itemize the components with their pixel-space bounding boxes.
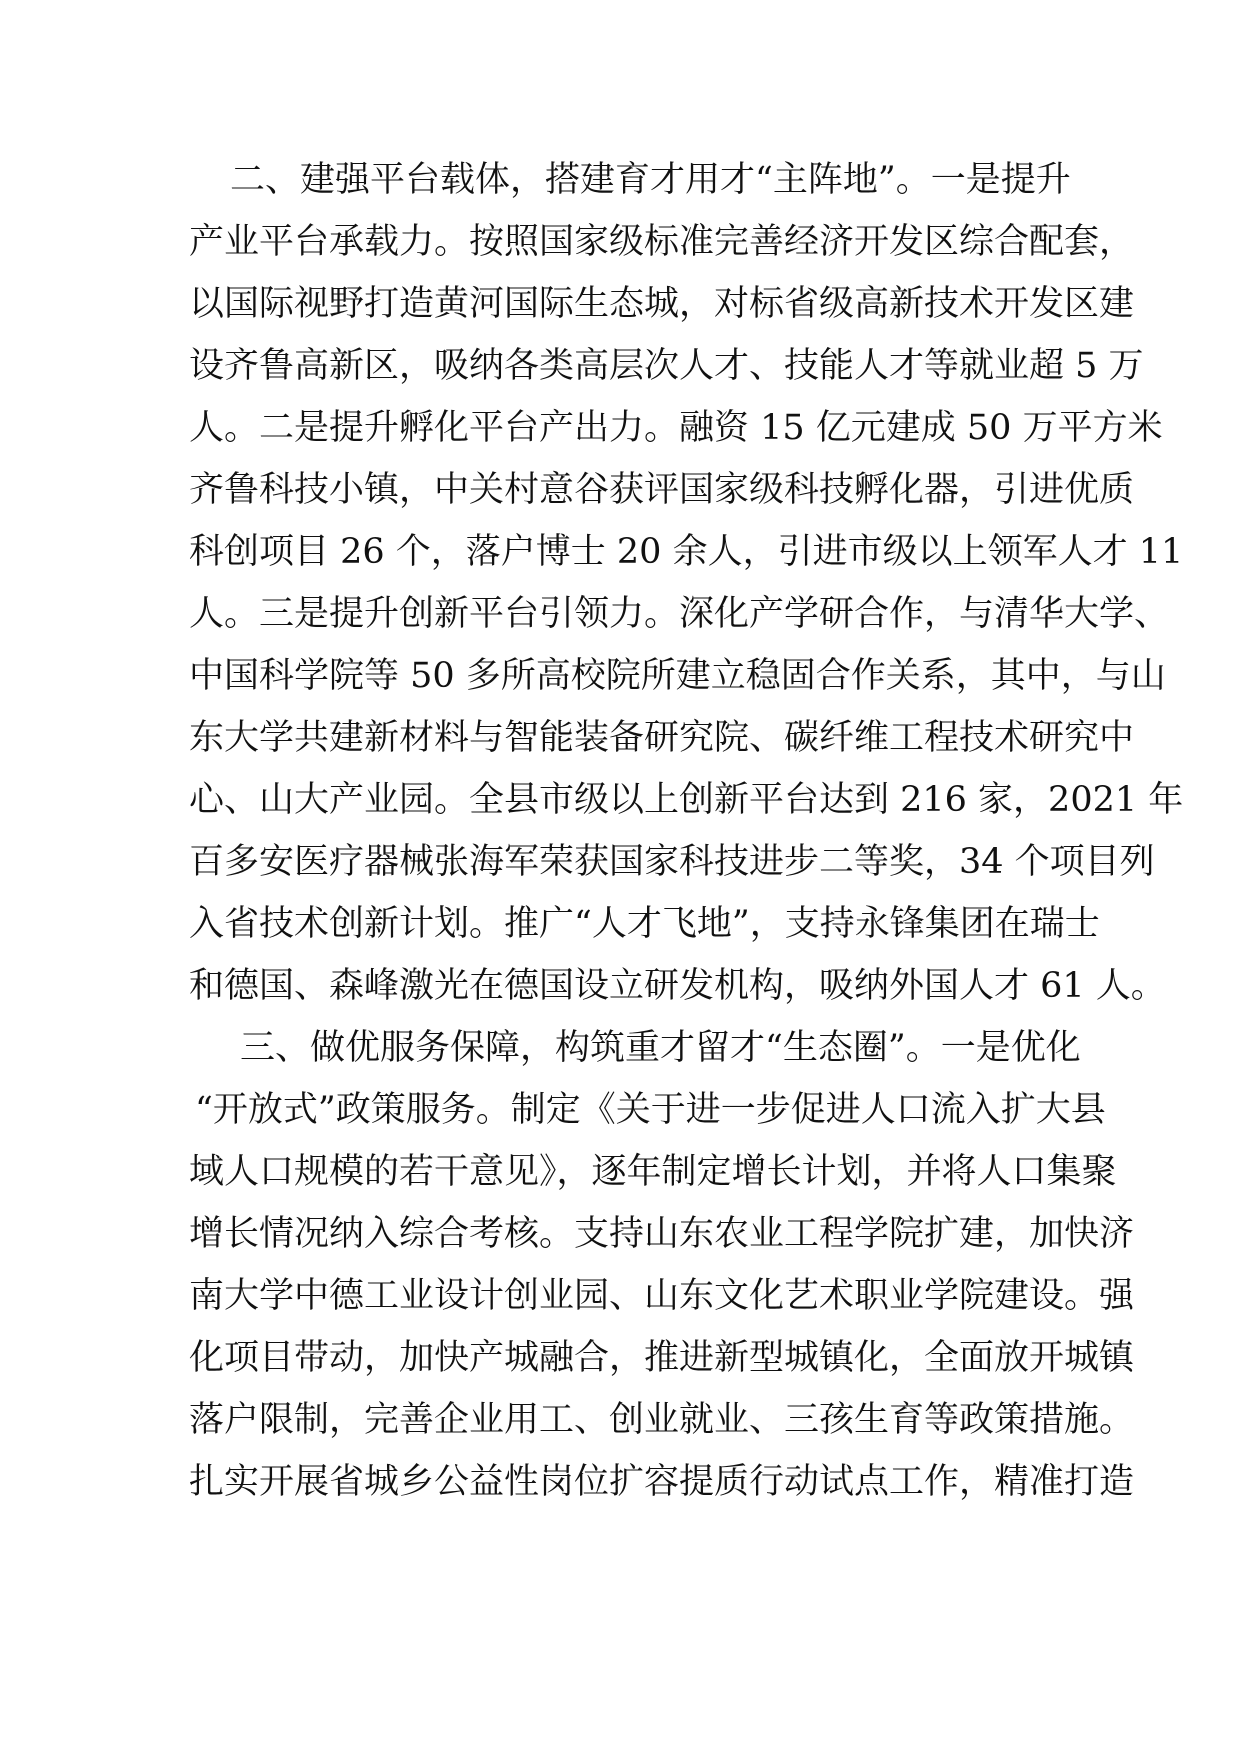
text-line: 百多安医疗器械张海军荣获国家科技进步二等奖，34 个项目列 [189, 842, 1155, 882]
text-line: 齐鲁科技小镇，中关村意谷获评国家级科技孵化器，引进优质 [189, 470, 1135, 510]
text-line: 和德国、森峰激光在德国设立研发机构，吸纳外国人才 61 人。 [189, 966, 1166, 1006]
text-line: 三、做优服务保障，构筑重才留才“生态圈”。一是优化 [240, 1028, 1081, 1068]
text-line: 以国际视野打造黄河国际生态城，对标省级高新技术开发区建 [189, 284, 1135, 324]
text-line: 域人口规模的若干意见》，逐年制定增长计划，并将人口集聚 [189, 1152, 1117, 1192]
text-line: 科创项目 26 个，落户博士 20 余人，引进市级以上领军人才 11 [189, 532, 1184, 572]
text-line: 入省技术创新计划。推广“人才飞地”，支持永锋集团在瑞士 [189, 904, 1100, 944]
text-line: 东大学共建新材料与智能装备研究院、碳纤维工程技术研究中 [189, 718, 1135, 758]
text-line: 心、山大产业园。全县市级以上创新平台达到 216 家，2021 年 [189, 780, 1184, 820]
text-line: “开放式”政策服务。制定《关于进一步促进人口流入扩大县 [195, 1090, 1106, 1130]
text-line: 产业平台承载力。按照国家级标准完善经济开发区综合配套， [189, 222, 1135, 262]
text-line: 扎实开展省城乡公益性岗位扩容提质行动试点工作，精准打造 [189, 1462, 1135, 1502]
text-line: 设齐鲁高新区，吸纳各类高层次人才、技能人才等就业超 5 万 [189, 346, 1144, 386]
text-line: 化项目带动，加快产城融合，推进新型城镇化，全面放开城镇 [189, 1338, 1135, 1378]
text-line: 南大学中德工业设计创业园、山东文化艺术职业学院建设。强 [189, 1276, 1135, 1316]
text-line: 二、建强平台载体，搭建育才用才“主阵地”。一是提升 [230, 160, 1071, 200]
text-line: 中国科学院等 50 多所高校院所建立稳固合作关系，其中，与山 [189, 656, 1166, 696]
text-line: 人。三是提升创新平台引领力。深化产学研合作，与清华大学、 [189, 594, 1170, 634]
text-line: 人。二是提升孵化平台产出力。融资 15 亿元建成 50 万平方米 [189, 408, 1163, 448]
text-line: 增长情况纳入综合考核。支持山东农业工程学院扩建，加快济 [189, 1214, 1135, 1254]
text-line: 落户限制，完善企业用工、创业就业、三孩生育等政策措施。 [189, 1400, 1135, 1440]
